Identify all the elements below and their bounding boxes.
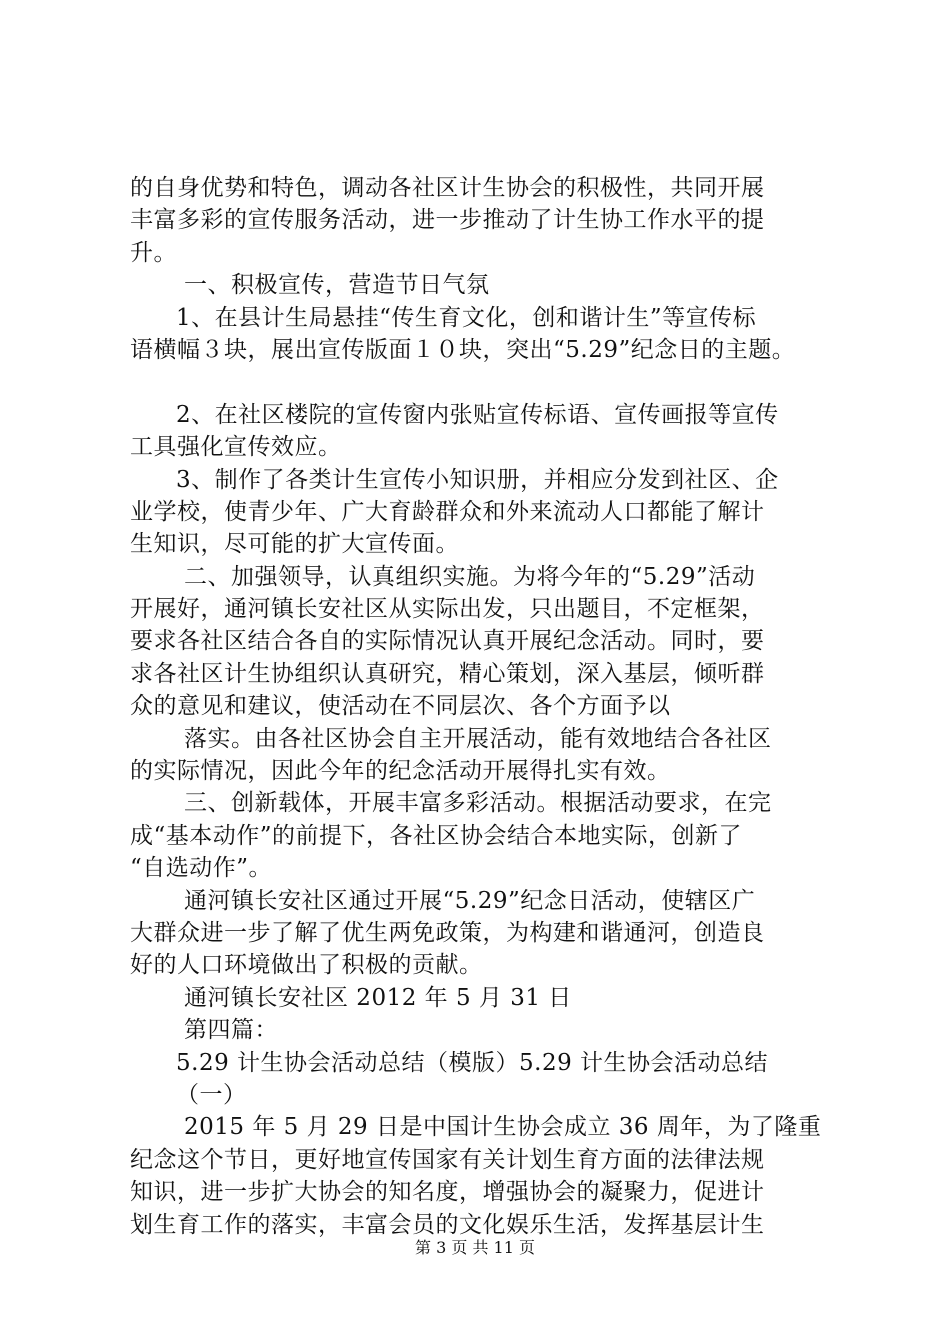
text-line: 通河镇长安社区通过开展“5.29”纪念日活动，使辖区广: [184, 887, 756, 914]
text-line: 升。: [130, 239, 177, 266]
text-line: （一）: [176, 1081, 247, 1108]
text-line: 1、在县计生局悬挂“传生育文化，创和谐计生”等宣传标: [176, 304, 757, 331]
text-line: 落实。由各社区协会自主开展活动，能有效地结合各社区: [184, 725, 772, 752]
text-line: 2、在社区楼院的宣传窗内张贴宣传标语、宣传画报等宣传: [176, 401, 779, 428]
text-line: 业学校，使青少年、广大育龄群众和外来流动人口都能了解计: [130, 498, 765, 525]
text-line: 语横幅３块，展出宣传版面１０块，突出“5.29”纪念日的主题。: [130, 336, 796, 363]
text-line: 三、创新载体，开展丰富多彩活动。根据活动要求，在完: [184, 790, 772, 817]
text-line: 好的人口环境做出了积极的贡献。: [130, 952, 483, 979]
text-line: 丰富多彩的宣传服务活动，进一步推动了计生协工作水平的提: [130, 207, 765, 234]
text-line: 众的意见和建议，使活动在不同层次、各个方面予以: [130, 693, 671, 720]
document-body: [130, 172, 830, 1241]
text-line: 的自身优势和特色，调动各社区计生协会的积极性，共同开展: [130, 175, 765, 201]
text-line: 3、制作了各类计生宣传小知识册，并相应分发到社区、企: [176, 466, 779, 493]
text-line: 大群众进一步了解了优生两免政策，为构建和谐通河，创造良: [130, 919, 765, 946]
text-line: 的实际情况，因此今年的纪念活动开展得扎实有效。: [130, 758, 671, 785]
text-line: 求各社区计生协组织认真研究，精心策划，深入基层，倾听群: [130, 660, 765, 687]
text-line: 工具强化宣传效应。: [130, 434, 342, 461]
text-line: 知识，进一步扩大协会的知名度，增强协会的凝聚力，促进计: [130, 1179, 765, 1206]
text-line: 要求各社区结合各自的实际情况认真开展纪念活动。同时，要: [130, 628, 765, 655]
blank-line: [130, 366, 830, 398]
text-line: 开展好，通河镇长安社区从实际出发，只出题目，不定框架，: [130, 596, 765, 623]
text-line: 一、积极宣传，营造节日气氛: [184, 272, 490, 299]
text-line: 生知识，尽可能的扩大宣传面。: [130, 531, 459, 558]
text-line: 2015 年 5 月 29 日是中国计生协会成立 36 周年，为了隆重: [184, 1114, 822, 1141]
text-line: 纪念这个节日，更好地宣传国家有关计划生育方面的法律法规: [130, 1146, 765, 1173]
text-line: “自选动作”。: [130, 855, 273, 882]
text-line: 第四篇：: [184, 1017, 278, 1044]
text-line: 通河镇长安社区 2012 年 5 月 31 日: [184, 984, 572, 1011]
page-footer: 第 3 页 共 11 页: [415, 1238, 535, 1257]
text-line: 二、加强领导，认真组织实施。为将今年的“5.29”活动: [184, 563, 756, 590]
text-line: 5.29 计生协会活动总结（模版）5.29 计生协会活动总结: [176, 1049, 769, 1076]
text-line: 划生育工作的落实，丰富会员的文化娱乐生活，发挥基层计生: [130, 1211, 765, 1238]
text-line: 成“基本动作”的前提下，各社区协会结合本地实际，创新了: [130, 822, 743, 849]
